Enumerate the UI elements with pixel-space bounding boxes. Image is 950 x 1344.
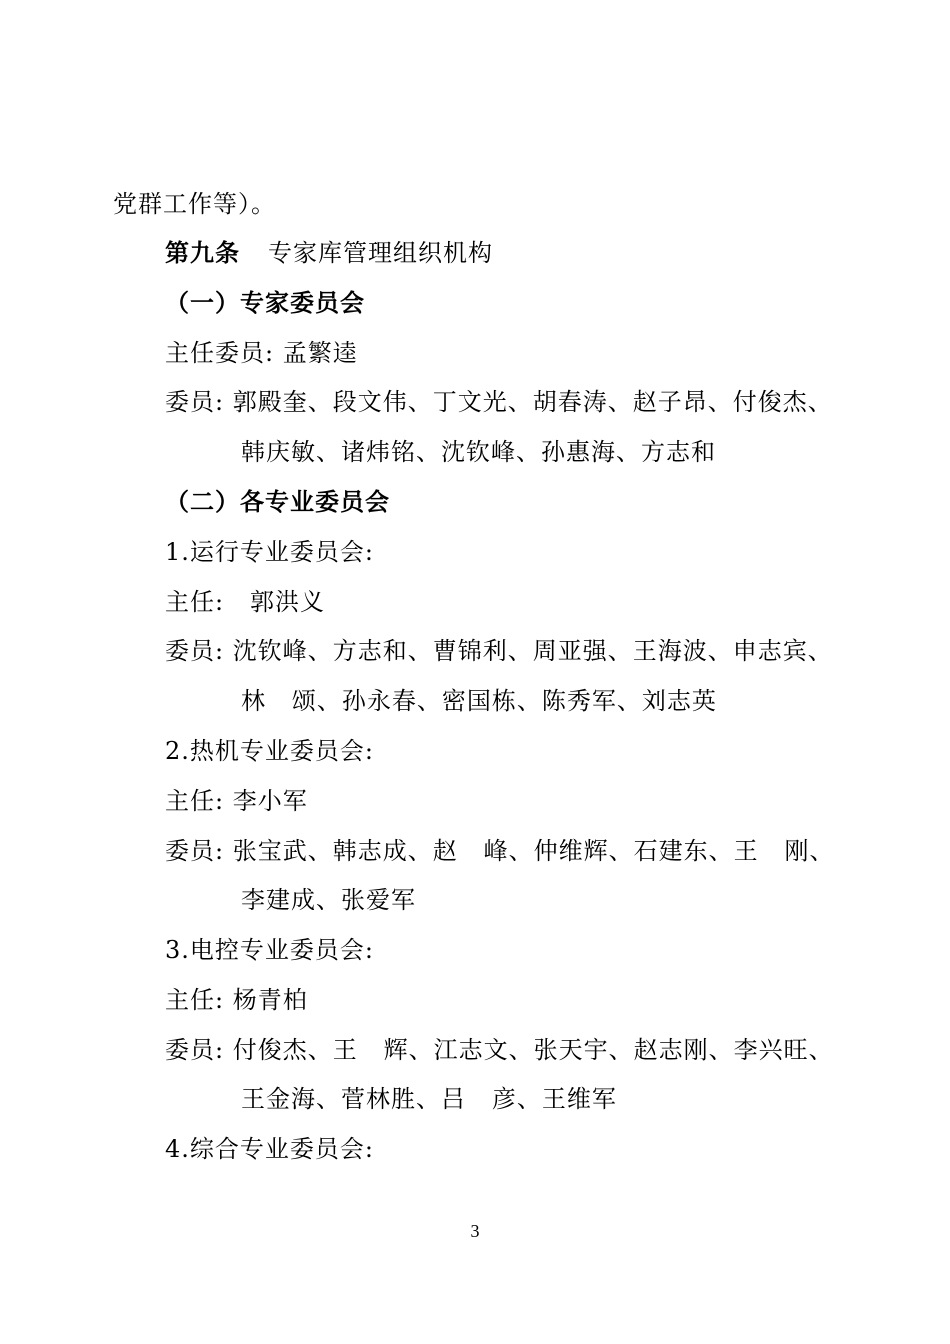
text-line: 2.热机专业委员会: bbox=[165, 737, 374, 765]
text-line: 王金海、菅林胜、吕 彦、王维军 bbox=[241, 1085, 617, 1113]
text-line: 委员: 沈钦峰、方志和、曹锦利、周亚强、王海波、申志宾、 bbox=[165, 637, 833, 665]
text-line: 林 颂、孙永春、密国栋、陈秀军、刘志英 bbox=[241, 687, 717, 715]
text-line: 李建成、张爱军 bbox=[241, 886, 416, 914]
text-line: 委员: 张宝武、韩志成、赵 峰、仲维辉、石建东、王 刚、 bbox=[165, 837, 835, 865]
text-line: 委员: 郭殿奎、段文伟、丁文光、胡春涛、赵子昂、付俊杰、 bbox=[165, 388, 833, 416]
section-heading: （一）专家委员会 bbox=[165, 289, 365, 317]
section-heading: （二）各专业委员会 bbox=[165, 488, 390, 516]
text-line: 主任: 郭洪义 bbox=[165, 588, 325, 616]
text-line: 主任: 李小军 bbox=[165, 787, 308, 815]
text-line: 党群工作等）。 bbox=[113, 190, 276, 218]
text-line: 1.运行专业委员会: bbox=[165, 538, 374, 566]
text-line: 主任: 杨青柏 bbox=[165, 986, 308, 1014]
page-number: 3 bbox=[470, 1221, 480, 1241]
article-heading bbox=[165, 237, 493, 269]
text-line: 委员: 付俊杰、王 辉、江志文、张天宇、赵志刚、李兴旺、 bbox=[165, 1036, 834, 1064]
text-line: 韩庆敏、诸炜铭、沈钦峰、孙惠海、方志和 bbox=[241, 438, 716, 466]
text-line: 主任委员: 孟繁逵 bbox=[165, 339, 358, 367]
text-line: 4.综合专业委员会: bbox=[165, 1135, 374, 1163]
article-label: 第九条 bbox=[165, 239, 240, 267]
article-title: 专家库管理组织机构 bbox=[268, 239, 493, 267]
text-line: 3.电控专业委员会: bbox=[165, 936, 374, 964]
